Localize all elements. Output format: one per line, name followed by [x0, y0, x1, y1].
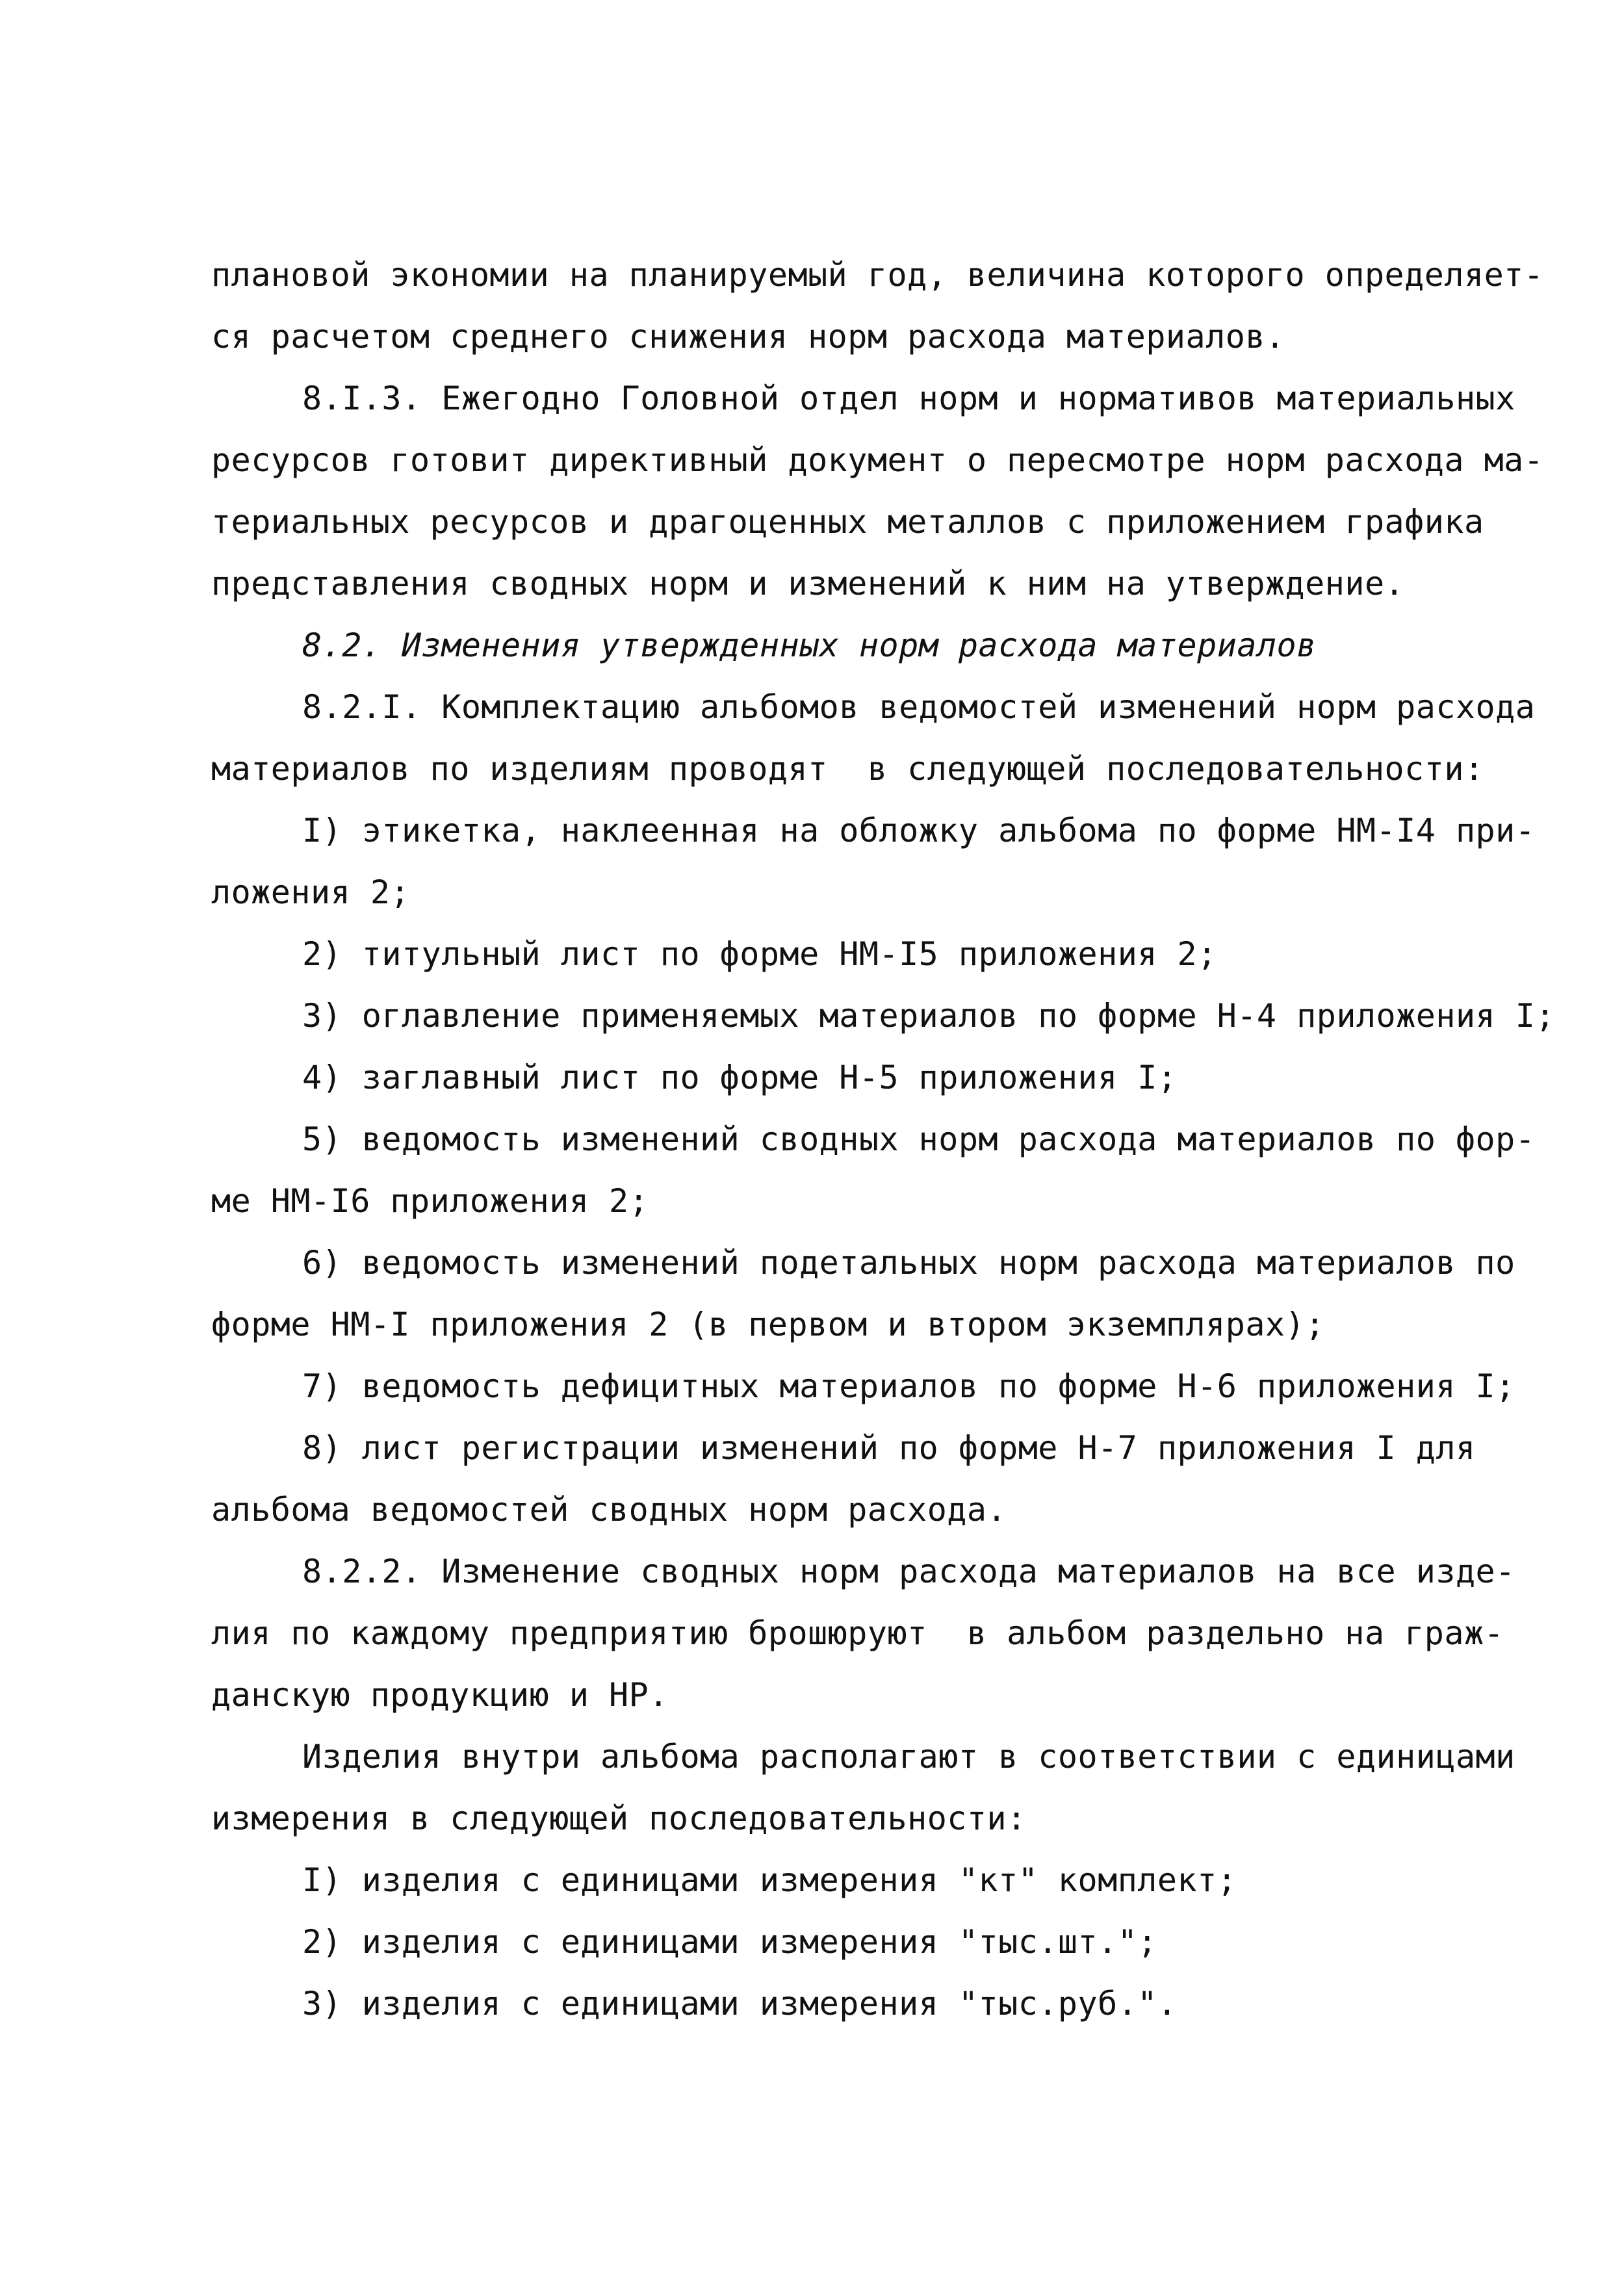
list-item: 4) заглавный лист по форме Н-5 приложения I;: [302, 1059, 1178, 1096]
text-line: Изделия внутри альбома располагают в соответствии с единицами: [302, 1738, 1515, 1776]
text-line: ложения 2;: [211, 873, 411, 911]
text-line: 8.I.3. Ежегодно Головной отдел норм и нормативов материальных: [302, 380, 1515, 417]
text-line: ся расчетом среднего снижения норм расхода материалов.: [211, 318, 1285, 355]
list-item: 3) оглавление применяемых материалов по форме Н-4 приложения I;: [302, 997, 1555, 1035]
text-line: форме НМ-I приложения 2 (в первом и втором экземплярах);: [211, 1306, 1325, 1343]
text-line: I) этикетка, наклеенная на обложку альбома по форме НМ-I4 при-: [302, 812, 1536, 849]
text-line: измерения в следующей последовательности:: [211, 1800, 1027, 1837]
list-item: 7) ведомость дефицитных материалов по форме Н-6 приложения I;: [302, 1367, 1515, 1405]
list-item: 3) изделия с единицами измерения "тыс.руб.".: [302, 1985, 1178, 2022]
text-line: лия по каждому предприятию брошюруют в альбом раздельно на граж-: [211, 1614, 1504, 1652]
text-line: 5) ведомость изменений сводных норм расхода материалов по фор-: [302, 1120, 1536, 1158]
text-line: альбома ведомостей сводных норм расхода.: [211, 1491, 1007, 1529]
list-item: 2) изделия с единицами измерения "тыс.шт.";: [302, 1923, 1157, 1961]
section-heading-8-2: 8.2. Изменения утвержденных норм расхода материалов: [302, 627, 1317, 664]
text-line: ме НМ-I6 приложения 2;: [211, 1182, 649, 1220]
text-line: 6) ведомость изменений подетальных норм расхода материалов по: [302, 1244, 1515, 1282]
text-line: представления сводных норм и изменений к ним на утверждение.: [211, 565, 1405, 602]
text-line: 8.2.2. Изменение сводных норм расхода материалов на все изде-: [302, 1553, 1515, 1590]
text-line: териальных ресурсов и драгоценных металлов с приложением графика: [211, 503, 1484, 541]
text-line: плановой экономии на планируемый год, величина которого определяет-: [211, 256, 1544, 294]
list-item: 2) титульный лист по форме НМ-I5 приложения 2;: [302, 935, 1217, 973]
text-line: 8) лист регистрации изменений по форме Н-7 приложения I для: [302, 1429, 1476, 1467]
text-line: 8.2.I. Комплектацию альбомов ведомостей изменений норм расхода: [302, 688, 1536, 726]
text-line: данскую продукцию и НР.: [211, 1676, 669, 1714]
text-line: ресурсов готовит директивный документ о пересмотре норм расхода ма-: [211, 441, 1544, 479]
text-line: материалов по изделиям проводят в следующей последовательности:: [211, 750, 1484, 788]
list-item: I) изделия с единицами измерения "кт" комплект;: [302, 1861, 1237, 1899]
